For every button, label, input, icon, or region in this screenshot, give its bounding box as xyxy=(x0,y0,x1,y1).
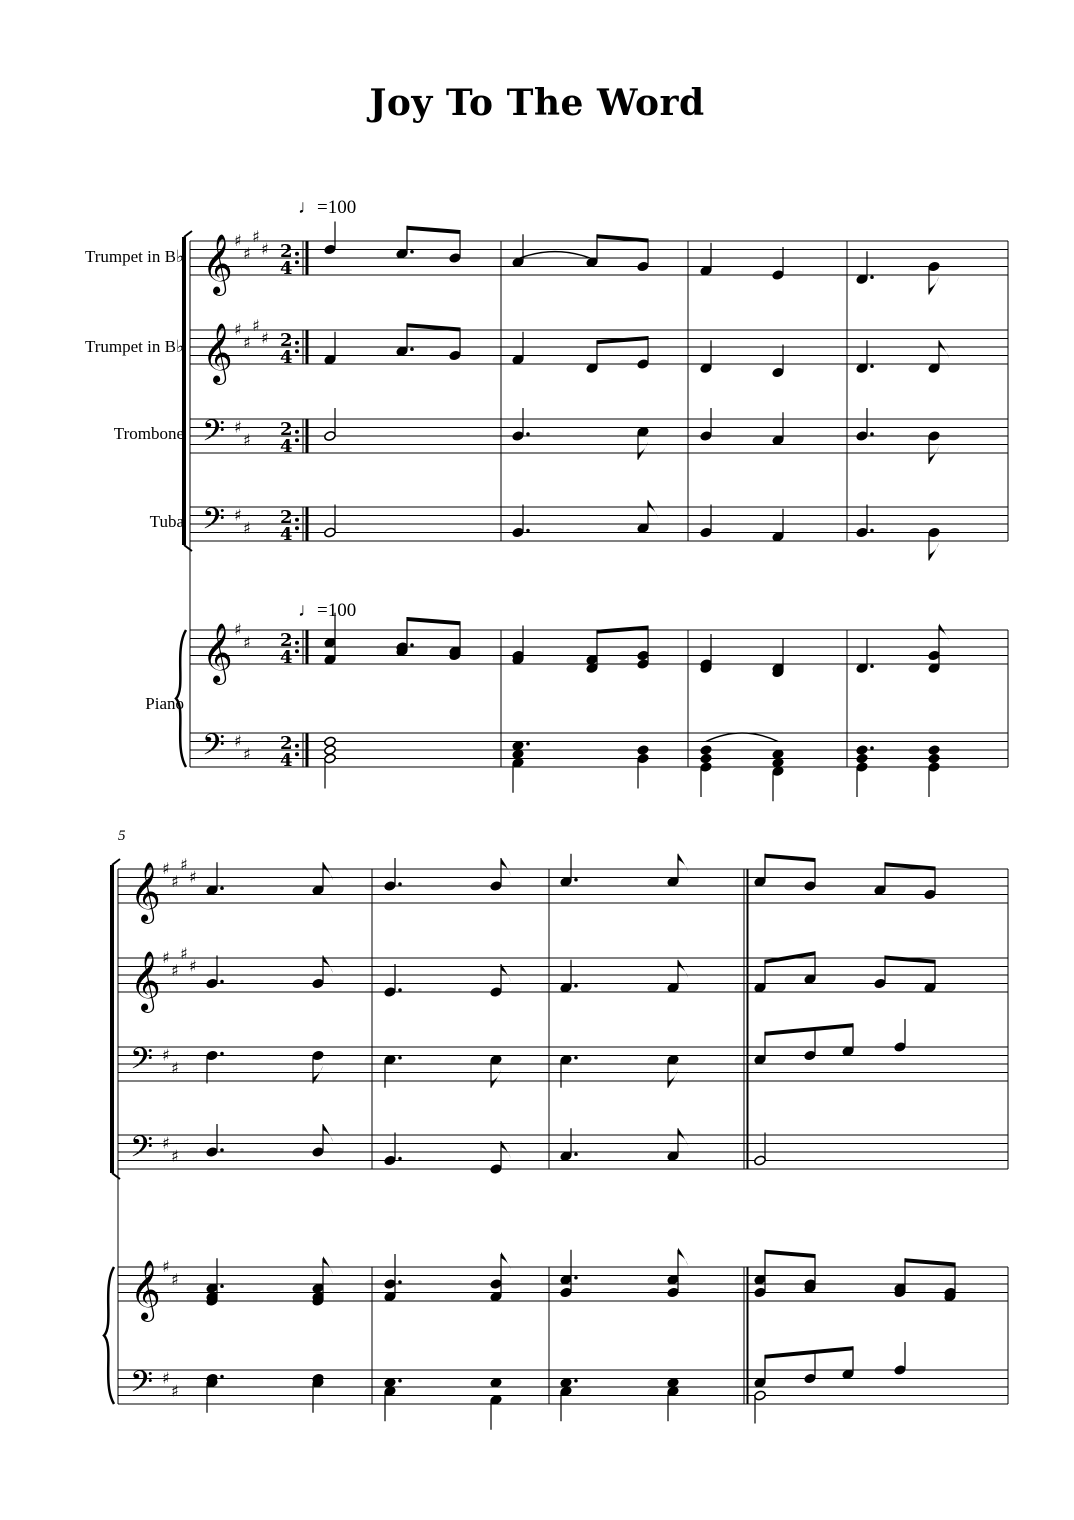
ensemble-bracket-icon xyxy=(112,1173,120,1179)
sharp-sign: ♯ xyxy=(162,1257,170,1276)
repeat-dot xyxy=(295,438,299,442)
treble-clef-icon: 𝄞 xyxy=(130,951,161,1011)
label-trumpet-2: Trumpet in B♭ xyxy=(84,337,184,356)
time-signature-top: 2 xyxy=(280,419,293,440)
tie xyxy=(520,252,590,258)
bass-clef-icon: 𝄢 xyxy=(130,1365,154,1407)
bass-clef-icon: 𝄢 xyxy=(202,728,226,770)
beam xyxy=(765,1250,815,1258)
beam xyxy=(765,1023,853,1036)
bass-clef-icon: 𝄢 xyxy=(130,1042,154,1084)
note-head xyxy=(637,745,650,756)
augmentation-dot xyxy=(220,1052,224,1056)
label-trumpet-1: Trumpet in B♭ xyxy=(84,247,184,266)
treble-clef-icon: 𝄞 xyxy=(202,623,233,683)
sharp-sign: ♯ xyxy=(261,239,269,259)
repeat-dot xyxy=(295,341,299,345)
time-signature-bottom: 4 xyxy=(280,258,293,279)
label-trombone: Trombone xyxy=(113,424,184,443)
augmentation-dot xyxy=(398,1056,402,1060)
note-head xyxy=(928,745,941,756)
augmentation-dot xyxy=(220,1284,224,1288)
augmentation-dot xyxy=(574,1152,578,1156)
time-signature-bottom: 4 xyxy=(280,347,293,368)
sharp-sign: ♯ xyxy=(234,417,242,437)
sharp-sign: ♯ xyxy=(162,1368,170,1388)
treble-clef-icon: 𝄞 xyxy=(202,323,233,383)
sharp-sign: ♯ xyxy=(243,744,251,764)
sharp-sign: ♯ xyxy=(162,859,170,878)
measure-number: 5 xyxy=(118,828,126,844)
note-flag xyxy=(929,543,939,561)
repeat-dot xyxy=(295,526,299,530)
ensemble-bracket-icon xyxy=(184,545,192,551)
note-head xyxy=(928,753,941,764)
piano-brace-icon xyxy=(176,630,186,767)
sharp-sign: ♯ xyxy=(252,226,260,246)
sharp-sign: ♯ xyxy=(180,943,188,963)
treble-clef-icon: 𝄞 xyxy=(130,1260,161,1320)
beam xyxy=(407,226,460,234)
sharp-sign: ♯ xyxy=(234,620,242,639)
sharp-sign: ♯ xyxy=(180,854,188,874)
augmentation-dot xyxy=(526,432,530,436)
augmentation-dot xyxy=(870,529,874,533)
time-signature-top: 2 xyxy=(280,733,293,754)
time-signature-bottom: 4 xyxy=(280,436,293,457)
time-signature-bottom: 4 xyxy=(280,750,293,771)
sharp-sign: ♯ xyxy=(189,867,197,887)
augmentation-dot xyxy=(398,1379,402,1383)
ensemble-bracket-icon xyxy=(112,859,120,865)
treble-clef-icon: 𝄞 xyxy=(202,234,233,294)
treble-clef-icon: 𝄞 xyxy=(130,862,161,922)
repeat-dot xyxy=(295,252,299,256)
label-piano: Piano xyxy=(145,694,184,713)
sharp-sign: ♯ xyxy=(162,1133,170,1153)
note-flag xyxy=(501,858,511,876)
note-flag xyxy=(678,1248,688,1266)
augmentation-dot xyxy=(870,432,874,436)
augmentation-dot xyxy=(526,742,530,746)
label-tuba: Tuba xyxy=(149,512,184,531)
sharp-sign: ♯ xyxy=(171,1058,179,1078)
repeat-dot xyxy=(295,260,299,264)
sharp-sign: ♯ xyxy=(234,731,242,751)
bass-clef-icon: 𝄢 xyxy=(202,414,226,456)
beam xyxy=(597,336,648,344)
sharp-sign: ♯ xyxy=(171,1381,179,1401)
augmentation-dot xyxy=(870,664,874,668)
ensemble-bracket-icon xyxy=(184,231,192,237)
repeat-dot xyxy=(295,430,299,434)
time-signature-top: 2 xyxy=(280,241,293,262)
repeat-dot xyxy=(295,349,299,353)
augmentation-dot xyxy=(410,250,414,254)
quarter-note-icon: ♩ xyxy=(298,197,317,218)
sharp-sign: ♯ xyxy=(162,948,170,967)
repeat-dot xyxy=(295,744,299,748)
repeat-dot xyxy=(295,641,299,645)
sharp-sign: ♯ xyxy=(189,956,197,976)
augmentation-dot xyxy=(870,275,874,279)
tie xyxy=(706,733,778,742)
note-head xyxy=(856,745,869,756)
sharp-sign: ♯ xyxy=(171,1269,179,1289)
time-signature-bottom: 4 xyxy=(280,524,293,545)
time-signature-top: 2 xyxy=(280,630,293,651)
augmentation-dot xyxy=(870,746,874,750)
augmentation-dot xyxy=(526,529,530,533)
note-flag xyxy=(929,446,939,464)
augmentation-dot xyxy=(574,1276,578,1280)
sharp-sign: ♯ xyxy=(171,960,179,980)
sharp-sign: ♯ xyxy=(243,430,251,450)
sharp-sign: ♯ xyxy=(234,231,242,250)
time-signature-top: 2 xyxy=(280,330,293,351)
piano-brace-icon xyxy=(104,1267,114,1404)
note-flag xyxy=(323,1124,333,1142)
augmentation-dot xyxy=(220,1375,224,1379)
sharp-sign: ♯ xyxy=(243,243,251,263)
sharp-sign: ♯ xyxy=(162,1045,170,1065)
augmentation-dot xyxy=(574,1379,578,1383)
augmentation-dot xyxy=(574,878,578,882)
beam xyxy=(407,617,460,625)
augmentation-dot xyxy=(220,1148,224,1152)
repeat-dot xyxy=(295,518,299,522)
beam xyxy=(765,854,815,862)
quarter-note-icon: ♩ xyxy=(298,600,317,621)
beam xyxy=(597,626,648,634)
augmentation-dot xyxy=(574,1056,578,1060)
note-head xyxy=(856,753,869,764)
beam xyxy=(765,1346,853,1359)
sharp-sign: ♯ xyxy=(171,871,179,891)
time-signature-top: 2 xyxy=(280,507,293,528)
augmentation-dot xyxy=(398,1280,402,1284)
sharp-sign: ♯ xyxy=(234,505,242,525)
augmentation-dot xyxy=(398,1157,402,1161)
augmentation-dot xyxy=(410,643,414,647)
beam xyxy=(885,956,935,964)
beam xyxy=(905,1258,955,1266)
sharp-sign: ♯ xyxy=(243,632,251,652)
augmentation-dot xyxy=(574,984,578,988)
augmentation-dot xyxy=(398,988,402,992)
tempo-marking-2: ♩=100 xyxy=(298,600,357,621)
bass-clef-icon: 𝄢 xyxy=(130,1130,154,1172)
time-signature-bottom: 4 xyxy=(280,647,293,668)
repeat-dot xyxy=(295,752,299,756)
augmentation-dot xyxy=(398,882,402,886)
sharp-sign: ♯ xyxy=(243,332,251,352)
sharp-sign: ♯ xyxy=(171,1146,179,1166)
sharp-sign: ♯ xyxy=(243,518,251,538)
augmentation-dot xyxy=(220,980,224,984)
tempo-marking-1: ♩=100 xyxy=(298,197,357,218)
note-flag xyxy=(323,1256,333,1274)
note-flag xyxy=(929,277,939,295)
bass-clef-icon: 𝄢 xyxy=(202,502,226,544)
augmentation-dot xyxy=(870,364,874,368)
repeat-dot xyxy=(295,649,299,653)
note-head xyxy=(700,753,713,764)
sharp-sign: ♯ xyxy=(261,328,269,348)
sharp-sign: ♯ xyxy=(234,320,242,339)
note-head xyxy=(700,745,713,756)
sharp-sign: ♯ xyxy=(252,315,260,335)
score-title: Joy To The Word xyxy=(369,82,705,124)
augmentation-dot xyxy=(410,347,414,351)
augmentation-dot xyxy=(220,886,224,890)
